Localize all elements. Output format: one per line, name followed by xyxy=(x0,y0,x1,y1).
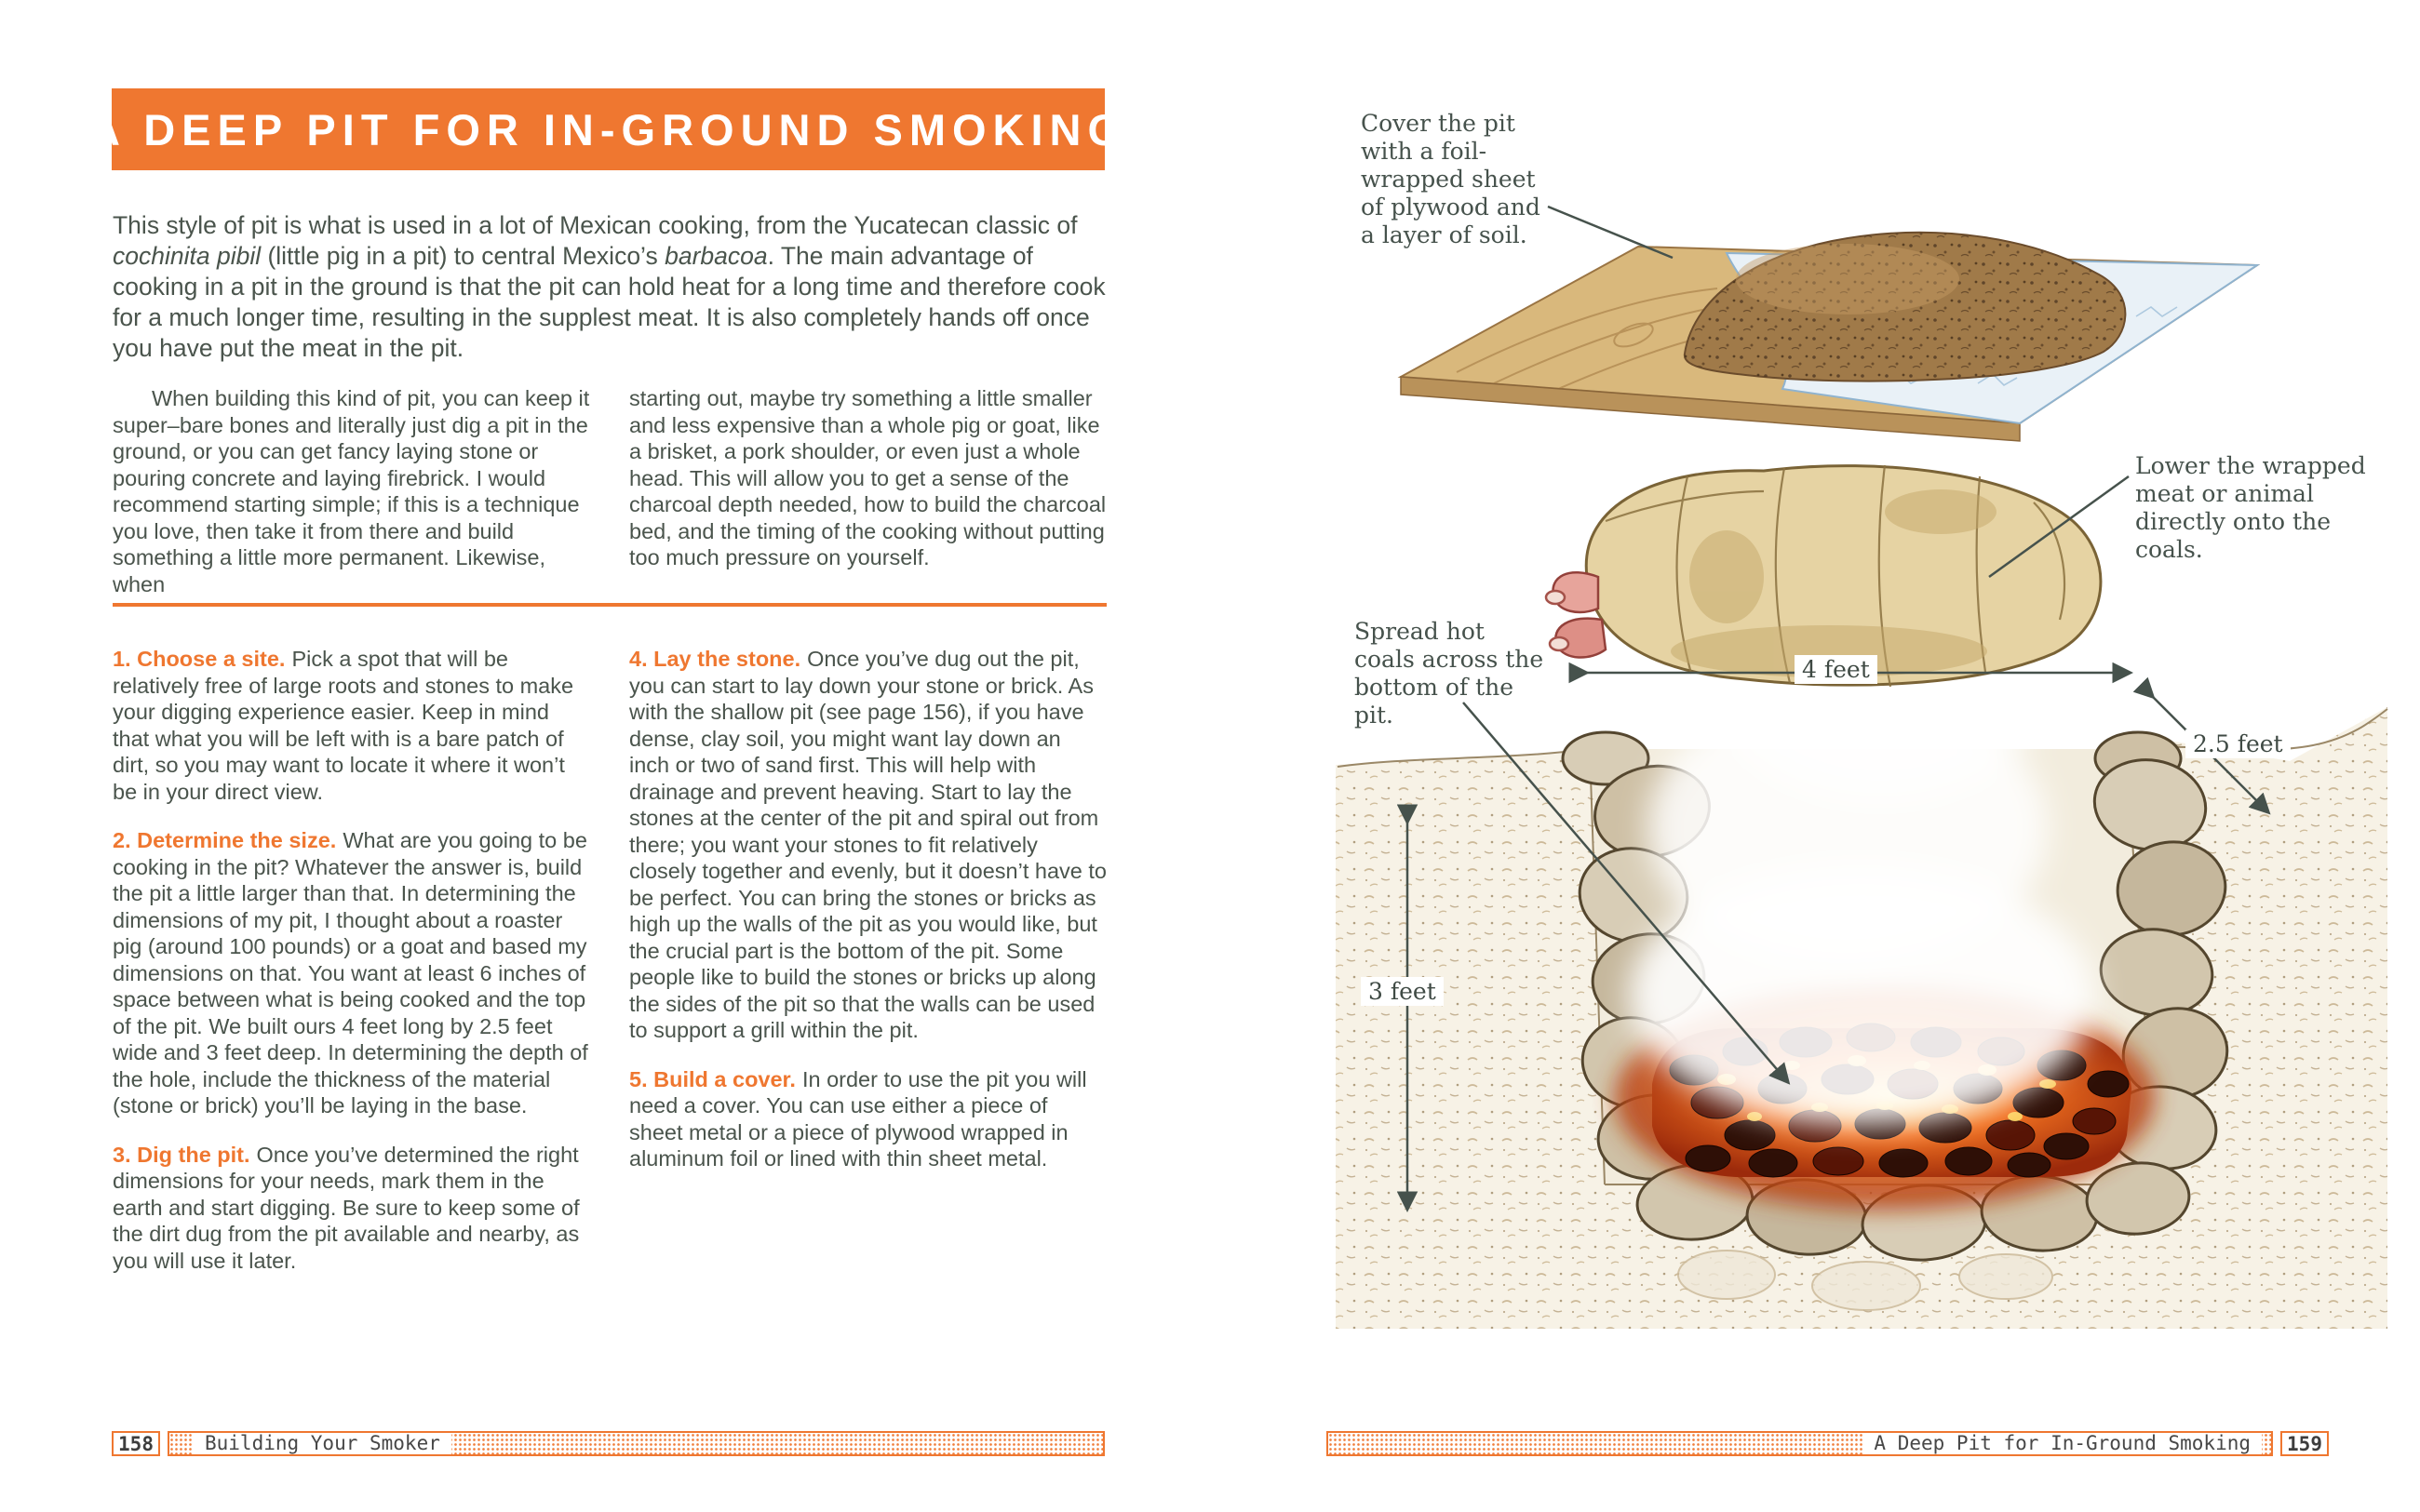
intro-italic-barbacoa: barbacoa xyxy=(665,242,768,270)
body-paragraph: starting out, maybe try something a little smaller and less expensive than a whole pig or goat, like a brisket, a pork shoulder, or even just a whole head. This will allow you to get a sense of the charcoal depth needed, how to build the charcoal bed, and the timing of the cooking without putting too much pressure on yourself. xyxy=(629,386,1107,569)
page-title: A DEEP PIT FOR IN-GROUND SMOKING xyxy=(87,104,1129,154)
step-2-label: 2. Determine the size. xyxy=(113,828,337,852)
step-1-label: 1. Choose a site. xyxy=(113,647,286,671)
meat-trotters xyxy=(1546,572,1606,657)
step-4-text: Once you’ve dug out the pit, you can start to lay down your stone or brick. As with the shallow pit (see page 156), if you have dense, clay soil, you might want lay down an inch or two of sand first. This will help with drainage and prevent heaving. Start to lay the stones at the center of the pit and spiral out from there; you want your stones to fit relatively closely together and evenly, but it doesn’t have to be perfect. You can bring the stones or bricks as high up the walls of the pit as you would like, but the crucial part is the bottom of the pit. Some people like to build the stones or bricks up along the sides of the pit so that the walls can be used to support a grill within the pit. xyxy=(629,647,1107,1042)
annotation-spread-coals: Spread hot coals across the bottom of the pit. xyxy=(1354,618,1544,729)
step-1 xyxy=(113,646,590,805)
dimension-label-4-feet: 4 feet xyxy=(1795,655,1877,684)
steps-column-1 xyxy=(113,646,590,1296)
step-5 xyxy=(629,1066,1107,1172)
body-column-1 xyxy=(113,385,590,597)
step-3 xyxy=(113,1142,590,1275)
right-footer-section-label: A Deep Pit for In-Ground Smoking xyxy=(1862,1433,2262,1454)
intro-italic-cochinita: cochinita pibil xyxy=(113,242,262,270)
step-5-text: In order to use the pit you will need a cover. You can use either a piece of sheet metal or a piece of plywood wrapped in aluminum foil or lined with thin sheet metal. xyxy=(629,1066,1087,1171)
annotation-cover: Cover the pit with a foil-wrapped sheet of plywood and a layer of soil. xyxy=(1361,110,1540,248)
orange-divider-rule xyxy=(113,603,1107,607)
body-columns xyxy=(113,385,1107,597)
step-4 xyxy=(629,646,1107,1044)
left-page-number: 158 xyxy=(112,1431,160,1456)
step-4-label: 4. Lay the stone. xyxy=(629,647,801,671)
steps-column-2 xyxy=(629,646,1107,1296)
left-footer-ribbon xyxy=(168,1431,1105,1456)
body-column-2 xyxy=(629,385,1107,597)
steps-columns xyxy=(113,646,1107,1296)
intro-text: . The main advantage of cooking in a pit in the ground is that the pit can hold heat for a long time and therefore cook for a much longer time, resulting in the supplest meat. It is also completely hands off once you have put the meat in the pit. xyxy=(113,242,1106,362)
wrapped-meat-illustration xyxy=(1546,465,2101,687)
left-footer-section-label: Building Your Smoker xyxy=(194,1433,451,1454)
step-5-label: 5. Build a cover. xyxy=(629,1066,796,1091)
right-page-footer xyxy=(1326,1431,2329,1456)
intro-paragraph xyxy=(113,210,1107,364)
step-2-text: What are you going to be cooking in the pit? Whatever the answer is, build the pit a little larger than that. In determining the dimensions of my pit, I thought about a roaster pig (around 100 pounds) or a goat and based my dimensions on that. You want at least 6 inches of space between what is being cooked and the top of the pit. We built ours 4 feet long by 2.5 feet wide and 3 feet deep. In determining the depth of the hole, include the thickness of the material (stone or brick) you’ll be laying in the base. xyxy=(113,828,588,1117)
right-page-number: 159 xyxy=(2280,1431,2329,1456)
annotation-lower-meat: Lower the wrapped meat or animal directly onto the coals. xyxy=(2135,452,2366,563)
step-3-label: 3. Dig the pit. xyxy=(113,1142,250,1167)
step-2 xyxy=(113,827,590,1119)
step-3-text: Once you’ve determined the right dimensions for your needs, mark them in the earth and start digging. Be sure to keep some of the dirt dug from the pit available and nearby, as you will use it later. xyxy=(113,1142,580,1273)
intro-text: (little pig in a pit) to central Mexico’s xyxy=(261,242,666,270)
soil-highlight xyxy=(1736,244,1959,314)
dimension-label-2-5-feet: 2.5 feet xyxy=(2185,729,2291,758)
step-1-text: Pick a spot that will be relatively free of large roots and stones to make your digging experience easier. Keep in mind that what you will be left with is a bare patch of dirt, so you may want to locate it where it won’t be in your direct view. xyxy=(113,647,574,804)
cover-annotation-line xyxy=(1548,207,1673,258)
plywood-cover-illustration xyxy=(1401,233,2257,441)
left-page-footer xyxy=(112,1431,1105,1456)
section-title-banner xyxy=(87,88,1129,170)
dimension-label-3-feet: 3 feet xyxy=(1361,977,1444,1006)
right-footer-ribbon xyxy=(1326,1431,2273,1456)
body-paragraph: When building this kind of pit, you can keep it super–bare bones and literally just dig a pit in the ground, or you can get fancy laying stone or pouring concrete and laying firebrick. I would recommend starting simple; if this is a technique you love, then take it from there and build something a little more permanent. Likewise, when xyxy=(113,386,590,596)
intro-text: This style of pit is what is used in a lot of Mexican cooking, from the Yucatecan classic of xyxy=(113,211,1078,239)
